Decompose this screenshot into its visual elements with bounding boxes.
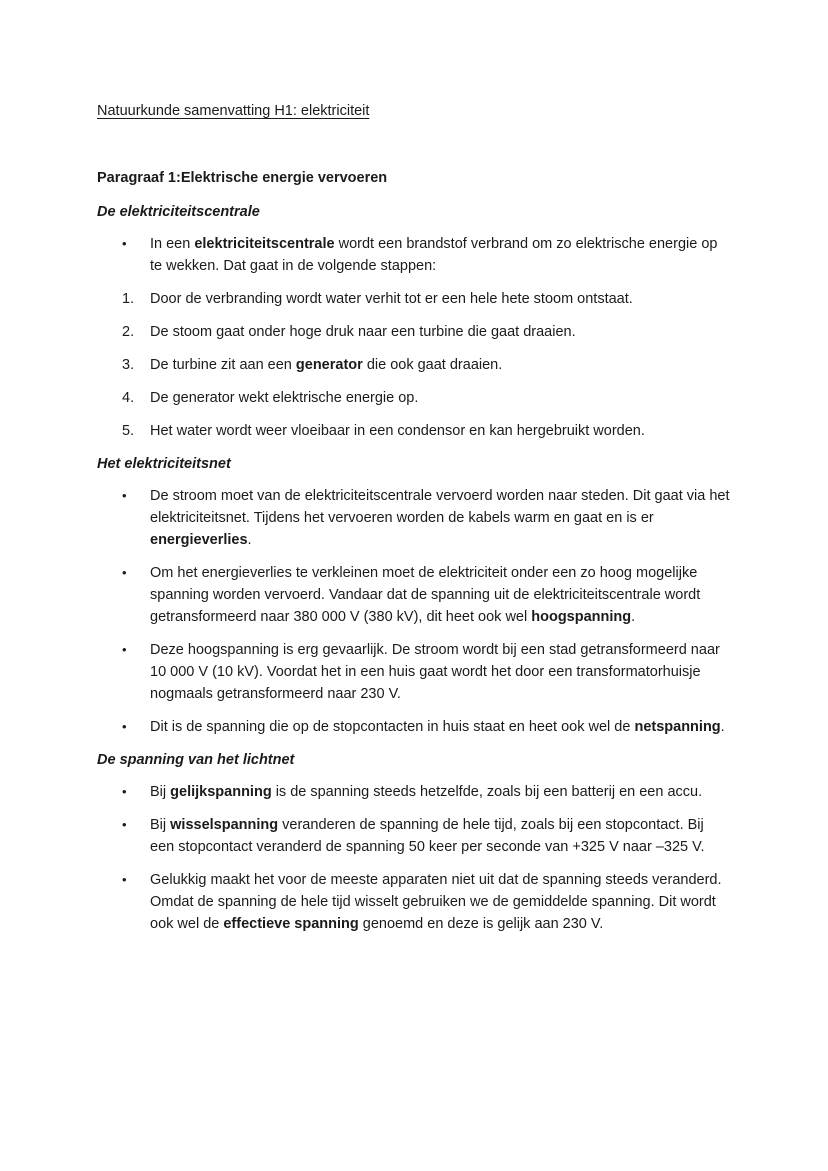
bullet-marker: • xyxy=(122,642,127,657)
numbered-text xyxy=(150,354,731,376)
number-marker: 4. xyxy=(122,390,135,406)
bullet-text xyxy=(150,233,731,277)
bold-text-run: gelijkspanning xyxy=(170,784,272,800)
text-run: Paragraaf 1:Elektrische energie vervoeren xyxy=(97,170,388,186)
number-marker: 2. xyxy=(122,324,135,340)
paragraph-1-heading xyxy=(97,167,731,189)
bullet-marker: • xyxy=(122,784,127,799)
numbered-item-2 xyxy=(97,321,731,343)
subheading-elektriciteitscentrale xyxy=(97,201,731,223)
numbered-item-3 xyxy=(97,354,731,376)
bold-text-run: netspanning xyxy=(634,719,721,735)
bullet-text xyxy=(150,485,731,551)
text-run: Natuurkunde samenvatting H1: elektriciteit xyxy=(97,103,370,119)
text-run: Bij xyxy=(150,817,171,833)
bullet-item xyxy=(97,869,731,935)
text-run: Gelukkig maakt het voor de meeste apparaten niet uit dat de spanning steeds veranderd. Omdat de spanning de hele tijd wisselt gebruiken we de gemiddelde spanning. Dit wordt ook wel de xyxy=(150,872,722,932)
text-run: Deze hoogspanning is erg gevaarlijk. De stroom wordt bij een stad getransformeerd naar 10 000 V (10 kV). Voordat het in een huis gaat wordt het door een transformatorhuisje nogmaals getransformeerd naar 230 V. xyxy=(150,642,720,702)
bullet-marker: • xyxy=(122,719,127,734)
text-run: Door de verbranding wordt water verhit tot er een hele hete stoom ontstaat. xyxy=(150,291,633,307)
bullet-marker: • xyxy=(122,565,127,580)
bold-text-run: hoogspanning xyxy=(531,609,632,625)
numbered-text xyxy=(150,288,731,310)
bullet-text xyxy=(150,814,731,858)
number-marker: 1. xyxy=(122,291,135,307)
text-run: . xyxy=(631,609,636,625)
bold-text-run: generator xyxy=(295,357,363,373)
numbered-item-1 xyxy=(97,288,731,310)
document-title xyxy=(97,100,731,122)
text-run: Dit is de spanning die op de stopcontacten in huis staat en heet ook wel de xyxy=(150,719,635,735)
text-run: veranderen de spanning de hele tijd, zoals bij een stopcontact. Bij een stopcontact veranderd de spanning 50 keer per seconde van +325 V naar –325 V. xyxy=(150,817,705,855)
bullet-item xyxy=(97,781,731,803)
number-marker: 5. xyxy=(122,423,135,439)
bullet-marker: • xyxy=(122,817,127,832)
bullet-item xyxy=(97,639,731,705)
numbered-text xyxy=(150,321,731,343)
bullet-text xyxy=(150,716,731,738)
number-marker: 3. xyxy=(122,357,135,373)
bullet-text xyxy=(150,781,731,803)
text-run: De turbine zit aan een xyxy=(150,357,296,373)
text-run: wordt een brandstof verbrand om zo elektrische energie op te wekken. Dat gaat in de volgende stappen: xyxy=(150,236,718,274)
text-run: genoemd en deze is gelijk aan 230 V. xyxy=(358,916,604,932)
numbered-text xyxy=(150,420,731,442)
text-run: die ook gaat draaien. xyxy=(362,357,503,373)
bullet-item xyxy=(97,814,731,858)
numbered-item-5 xyxy=(97,420,731,442)
bold-text-run: elektriciteitscentrale xyxy=(194,236,335,252)
text-run: Om het energieverlies te verkleinen moet de elektriciteit onder een zo hoog mogelijke spanning worden vervoerd. Vandaar dat de spanning uit de elektriciteitscentrale wordt getransformeerd naar 380 000 V (380 kV), dit heet ook wel xyxy=(150,565,701,625)
bullet-marker: • xyxy=(122,236,127,251)
bold-text-run: effectieve spanning xyxy=(223,916,359,932)
numbered-text xyxy=(150,387,731,409)
subheading-elektriciteitsnet xyxy=(97,453,731,475)
numbered-item-4 xyxy=(97,387,731,409)
subheading-spanning-lichtnet xyxy=(97,749,731,771)
bullet-item xyxy=(97,716,731,738)
text-run: Het elektriciteitsnet xyxy=(97,456,231,472)
bullet-marker: • xyxy=(122,872,127,887)
text-run: De elektriciteitscentrale xyxy=(97,204,260,220)
text-run: De generator wekt elektrische energie op. xyxy=(150,390,419,406)
text-run: In een xyxy=(150,236,195,252)
bold-text-run: energieverlies xyxy=(150,532,248,548)
bullet-text xyxy=(150,639,731,705)
text-run: is de spanning steeds hetzelfde, zoals bij een batterij en een accu. xyxy=(271,784,703,800)
bullet-item xyxy=(97,485,731,551)
text-run: . xyxy=(247,532,252,548)
bullet-marker: • xyxy=(122,488,127,503)
text-run: De stoom gaat onder hoge druk naar een turbine die gaat draaien. xyxy=(150,324,576,340)
bullet-item xyxy=(97,233,731,277)
bullet-text xyxy=(150,562,731,628)
bullet-text xyxy=(150,869,731,935)
text-run: Het water wordt weer vloeibaar in een condensor en kan hergebruikt worden. xyxy=(150,423,645,439)
bullet-item xyxy=(97,562,731,628)
text-run: De stroom moet van de elektriciteitscentrale vervoerd worden naar steden. Dit gaat via het elektriciteitsnet. Tijdens het vervoeren worden de kabels warm en gaat en is er xyxy=(150,488,730,526)
text-run: . xyxy=(720,719,725,735)
text-run: Bij xyxy=(150,784,171,800)
text-run: De spanning van het lichtnet xyxy=(97,752,295,768)
bold-text-run: wisselspanning xyxy=(170,817,279,833)
